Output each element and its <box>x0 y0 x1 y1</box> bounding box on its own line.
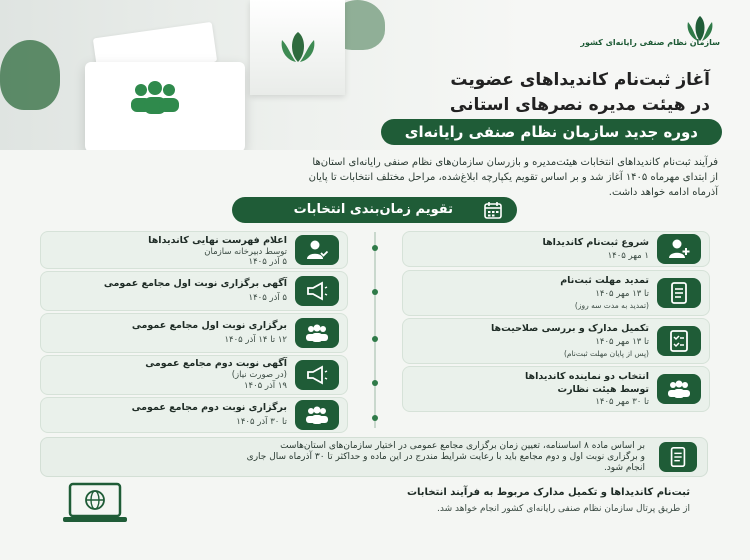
timeline-card <box>402 366 710 412</box>
card-subtitle: (در صورت نیاز) <box>231 370 287 380</box>
timeline-card <box>402 270 710 316</box>
intro-paragraph <box>60 155 718 200</box>
megaphone-icon <box>305 280 329 302</box>
footer-title: ثبت‌نام کاندیداها و تکمیل مدارک مربوط به فرآیند انتخابات <box>407 487 690 498</box>
document-icon <box>667 446 689 468</box>
timeline-card <box>402 231 710 267</box>
note-line: انجام شود. <box>603 463 645 473</box>
card-icon-box <box>295 235 339 265</box>
card-icon-box <box>657 278 701 308</box>
group-icon <box>305 404 329 426</box>
card-subtitle: ۱ مهر ۱۴۰۵ <box>607 251 649 261</box>
card-title: انتخاب دو نماینده کاندیداها <box>524 371 649 382</box>
card-title: تمدید مهلت ثبت‌نام <box>560 275 649 286</box>
note-line: بر اساس ماده ۸ اساسنامه، تعیین زمان برگزاری مجامع عمومی در اختیار سازمان‌های استان‌هاست <box>280 441 645 451</box>
card-date: ۱۲ تا ۱۴ آذر ۱۴۰۵ <box>224 335 287 345</box>
card-note: (پس از پایان مهلت ثبت‌نام) <box>563 349 649 358</box>
timeline-dot <box>372 289 378 295</box>
calendar-heading <box>232 197 517 223</box>
intro-line: فرآیند ثبت‌نام کاندیداهای انتخابات هیئت‌مدیره و بازرسان سازمان‌های نظام صنفی رایانه‌ای استان‌ها <box>312 157 718 168</box>
card-date: ۵ آذر ۱۴۰۵ <box>248 293 287 303</box>
legal-note <box>40 437 708 477</box>
card-icon-box <box>657 326 701 356</box>
timeline-dot <box>372 336 378 342</box>
timeline-dot <box>372 415 378 421</box>
calendar-heading-label: تقویم زمان‌بندی انتخابات <box>293 202 453 217</box>
card-subtitle: توسط دبیرخانه سازمان <box>204 247 287 257</box>
footer-subtitle: از طریق پرتال سازمان نظام صنفی رایانه‌ای کشور انجام خواهد شد. <box>437 504 690 514</box>
card-subtitle: تا ۱۳ مهر ۱۴۰۵ <box>595 289 649 299</box>
title-pill: دوره جدید سازمان نظام صنفی رایانه‌ای <box>381 119 722 145</box>
note-line: و برگزاری نوبت اول و دوم مجامع باید با رعایت شرایط مندرج در این ماده و حداکثر تا ۳۰ آذرماه سال جاری <box>246 452 645 462</box>
document-icon <box>667 282 691 304</box>
laptop-globe-icon <box>62 482 128 524</box>
add-user-icon <box>667 238 691 260</box>
ballot-box <box>85 62 245 150</box>
card-icon-box <box>657 234 701 264</box>
group-icon <box>125 80 185 116</box>
megaphone-icon <box>305 364 329 386</box>
plant-decoration <box>0 40 60 110</box>
card-title: برگزاری نوبت دوم مجامع عمومی <box>131 402 287 413</box>
timeline-card <box>40 271 348 311</box>
card-date: ۵ آذر ۱۴۰۵ <box>248 257 287 267</box>
card-title: آگهی برگزاری نوبت اول مجامع عمومی <box>103 278 287 289</box>
card-date: تا ۳۰ مهر ۱۴۰۵ <box>595 397 649 407</box>
timeline-dot <box>372 245 378 251</box>
card-note: (تمدید به مدت سه روز) <box>574 301 649 310</box>
organization-logo-icon <box>268 28 328 68</box>
timeline-card <box>40 231 348 269</box>
flag-decoration <box>250 0 345 95</box>
card-icon-box <box>295 276 339 306</box>
card-subtitle: توسط هیئت نظارت <box>557 384 649 395</box>
page-title-line1: آغاز ثبت‌نام کاندیداهای عضویت <box>450 70 710 90</box>
note-icon-box <box>659 442 697 472</box>
card-title: شروع ثبت‌نام کاندیداها <box>542 237 649 248</box>
card-date: تا ۳۰ آذر ۱۴۰۵ <box>236 417 287 427</box>
timeline-card <box>402 318 710 364</box>
user-check-icon <box>305 239 329 261</box>
card-icon-box <box>295 400 339 430</box>
card-icon-box <box>295 360 339 390</box>
timeline-card <box>40 313 348 353</box>
card-date: ۱۹ آذر ۱۴۰۵ <box>243 381 287 391</box>
intro-line: آذرماه ادامه خواهد داشت. <box>608 187 718 198</box>
footer-info <box>407 487 690 514</box>
page-title-line2: در هیئت مدیره نصرهای استانی <box>449 95 710 115</box>
organization-logo-text: سازمان نظام صنفی رایانه‌ای کشور <box>580 38 720 47</box>
card-subtitle: تا ۱۳ مهر ۱۴۰۵ <box>595 337 649 347</box>
calendar-icon <box>483 200 503 220</box>
checklist-icon <box>667 330 691 352</box>
card-icon-box <box>295 318 339 348</box>
timeline-card <box>40 355 348 395</box>
timeline-dot <box>372 380 378 386</box>
card-icon-box <box>657 374 701 404</box>
card-title: اعلام فهرست نهایی کاندیداها <box>148 235 287 246</box>
timeline-line <box>374 232 376 428</box>
note-text <box>247 441 645 474</box>
timeline-card <box>40 397 348 433</box>
group-icon <box>667 378 691 400</box>
group-icon <box>305 322 329 344</box>
intro-line: از ابتدای مهرماه ۱۴۰۵ آغاز شد و بر اساس تقویم یکپارچه ابلاغ‌شده، مراحل مختلف انتخابات تا پایان <box>308 172 718 183</box>
card-title: آگهی نوبت دوم مجامع عمومی <box>145 358 287 369</box>
card-title: برگزاری نوبت اول مجامع عمومی <box>131 320 287 331</box>
card-title: تکمیل مدارک و بررسی صلاحیت‌ها <box>490 323 649 334</box>
